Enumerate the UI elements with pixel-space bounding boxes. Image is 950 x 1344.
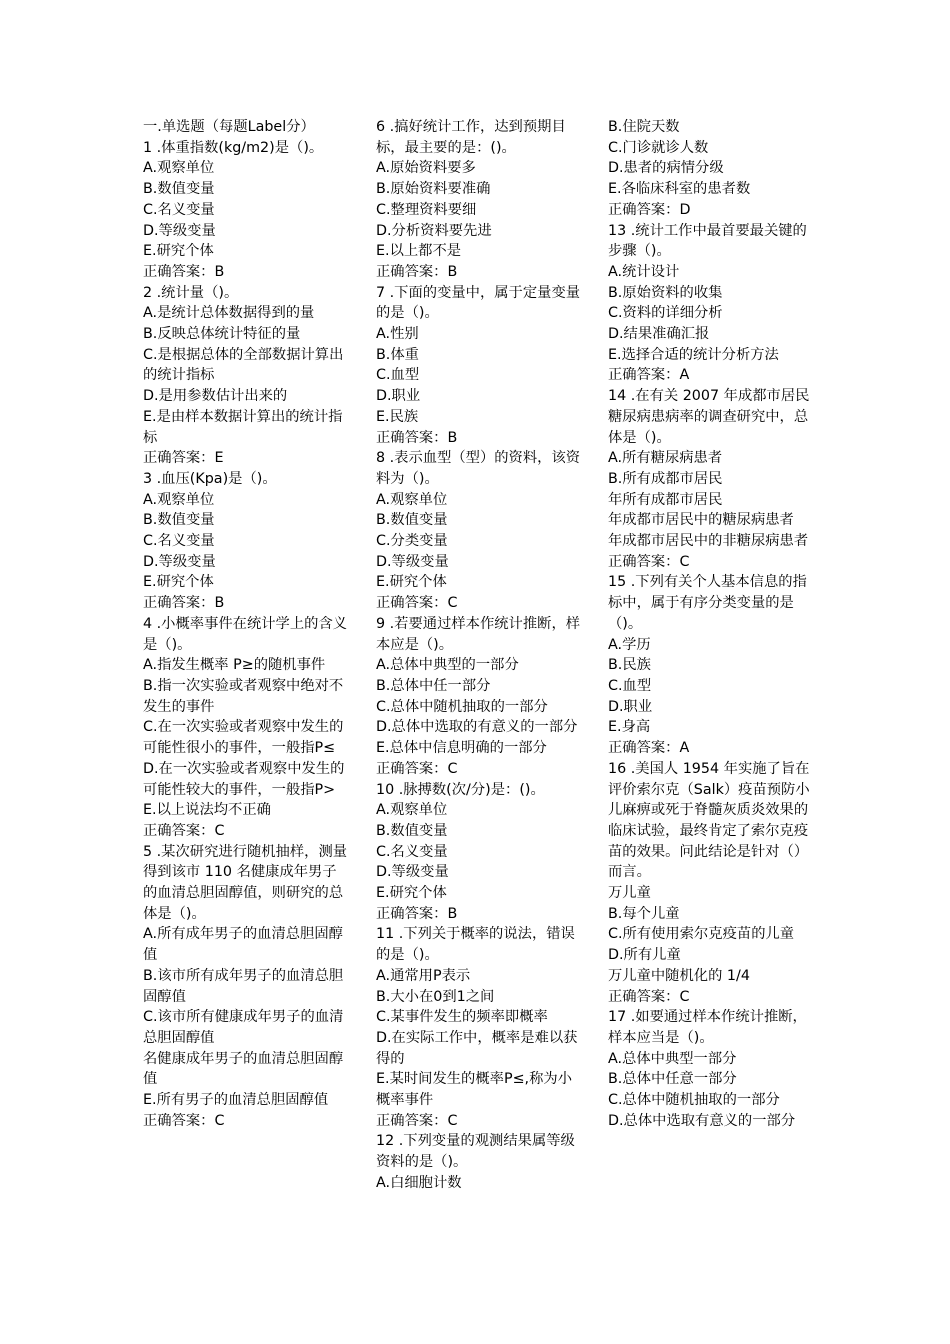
text-line: B.数值变量 <box>376 512 448 529</box>
text-line: C.名义变量 <box>376 843 448 860</box>
text-line: E.以上都不是 <box>376 243 462 260</box>
text-line: 9 .若要通过样本作统计推断，样本应是（)。 <box>376 615 581 653</box>
text-line: D.结果准确汇报 <box>608 326 710 343</box>
text-line: B.所有成都市居民 <box>608 470 723 487</box>
text-line: D.职业 <box>608 698 653 715</box>
text-line: 6 .搞好统计工作，达到预期目标，最主要的是：()。 <box>376 119 566 156</box>
text-line: 万儿童中随机化的 1/4 <box>608 967 750 984</box>
text-line: 正确答案：C <box>608 988 690 1005</box>
text-line: B.反映总体统计特征的量 <box>143 326 301 343</box>
text-line: E.以上说法均不正确 <box>143 802 271 819</box>
text-line: E.各临床科室的患者数 <box>608 181 751 198</box>
text-line: B.住院天数 <box>608 119 680 135</box>
text-line: 一.单选题（每题Label分） <box>143 119 315 135</box>
text-line: E.研究个体 <box>143 574 214 591</box>
text-line: C.某事件发生的频率即概率 <box>376 1009 548 1026</box>
text-line: B.数值变量 <box>143 181 215 198</box>
text-line: E.是由样本数据计算出的统计指标 <box>143 408 343 446</box>
text-line: B.数值变量 <box>143 512 215 529</box>
text-column-2 <box>376 117 581 1194</box>
text-line: 正确答案：B <box>143 595 225 612</box>
text-line: 2 .统计量（)。 <box>143 284 239 301</box>
text-line: B.民族 <box>608 657 651 674</box>
text-line: D.等级变量 <box>143 553 216 570</box>
text-line: 正确答案：A <box>608 367 690 384</box>
text-line: 16 .美国人 1954 年实施了旨在评价索尔克（Salk）疫苗预防小儿麻痹或死于脊髓灰质炎效果的临床试验，最终肯定了索尔克疫苗的效果。问此结论是针对（）而言。 <box>608 760 810 881</box>
text-line: B.每个儿童 <box>608 905 680 922</box>
text-line: 年成都市居民中的糖尿病患者 <box>608 512 794 529</box>
text-line: D.是用参数估计出来的 <box>143 388 288 405</box>
text-line: E.研究个体 <box>376 574 447 591</box>
text-line: A.是统计总体数据得到的量 <box>143 305 315 322</box>
text-column-3 <box>608 117 813 1131</box>
text-line: 名健康成年男子的血清总胆固醇值 <box>143 1050 344 1088</box>
text-line: 正确答案：E <box>143 450 224 467</box>
text-line: D.等级变量 <box>376 553 449 570</box>
text-line: 3 .血压(Kpa)是（)。 <box>143 470 277 487</box>
text-line: B.原始资料要准确 <box>376 181 491 198</box>
text-line: E.民族 <box>376 408 419 425</box>
text-line: 14 .在有关 2007 年成都市居民糖尿病患病率的调查研究中，总体是（)。 <box>608 388 810 446</box>
text-line: E.总体中信息明确的一部分 <box>376 740 547 757</box>
text-line: 5 .某次研究进行随机抽样，测量得到该市 110 名健康成年男子的血清总胆固醇值，则研究的总体是（)。 <box>143 843 348 922</box>
text-line: 正确答案：C <box>376 595 458 612</box>
text-line: A.总体中典型的一部分 <box>376 657 519 674</box>
text-line: 1 .体重指数(kg/m2)是（)。 <box>143 139 324 156</box>
text-line: A.总体中典型一部分 <box>608 1050 737 1067</box>
text-line: B.数值变量 <box>376 822 448 839</box>
text-line: D.患者的病情分级 <box>608 160 724 177</box>
text-line: A.原始资料要多 <box>376 160 476 177</box>
text-line: B.该市所有成年男子的血清总胆固醇值 <box>143 967 344 1005</box>
text-line: A.通常用P表示 <box>376 967 471 984</box>
text-line: D.分析资料要先进 <box>376 222 492 239</box>
text-line: B.总体中任意一部分 <box>608 1071 737 1088</box>
text-line: A.性别 <box>376 326 419 343</box>
text-line: A.学历 <box>608 636 651 653</box>
text-line: 正确答案：C <box>608 553 690 570</box>
text-line: E.选择合适的统计分析方法 <box>608 346 779 363</box>
text-line: A.所有糖尿病患者 <box>608 450 723 467</box>
text-line: 正确答案：D <box>608 201 691 218</box>
text-line: D.在一次实验或者观察中发生的可能性较大的事件，一般指P> <box>143 760 345 798</box>
text-line: 正确答案：B <box>376 905 458 922</box>
text-line: E.研究个体 <box>143 243 214 260</box>
text-line: E.所有男子的血清总胆固醇值 <box>143 1092 329 1109</box>
text-line: 正确答案：C <box>376 1112 458 1129</box>
text-line: C.资料的详细分析 <box>608 305 723 322</box>
text-line: C.名义变量 <box>143 533 215 550</box>
text-line: A.所有成年男子的血清总胆固醇值 <box>143 926 343 964</box>
text-line: C.总体中随机抽取的一部分 <box>608 1092 780 1109</box>
text-line: B.总体中任一部分 <box>376 677 491 694</box>
text-line: 11 .下列关于概率的说法，错误的是（)。 <box>376 926 575 964</box>
text-line: C.血型 <box>608 677 652 694</box>
text-line: A.统计设计 <box>608 263 680 280</box>
text-line: 4 .小概率事件在统计学上的含义是（)。 <box>143 615 348 653</box>
text-line: E.研究个体 <box>376 885 447 902</box>
text-line: 正确答案：B <box>143 263 225 280</box>
text-line: D.等级变量 <box>376 864 449 881</box>
text-line: 17 .如要通过样本作统计推断，样本应当是（)。 <box>608 1009 807 1046</box>
text-line: A.观察单位 <box>376 802 448 819</box>
text-line: C.门诊就诊人数 <box>608 139 709 156</box>
text-line: 年成都市居民中的非糖尿病患者 <box>608 533 809 550</box>
text-line: A.指发生概率 P≥的随机事件 <box>143 657 326 674</box>
text-column-1 <box>143 117 348 1131</box>
text-line: A.观察单位 <box>376 491 448 508</box>
text-line: C.在一次实验或者观察中发生的可能性很小的事件，一般指P≤ <box>143 719 344 757</box>
text-line: A.白细胞计数 <box>376 1174 462 1191</box>
text-line: 正确答案：C <box>143 822 225 839</box>
text-line: D.在实际工作中，概率是难以获得的 <box>376 1029 578 1067</box>
text-line: C.分类变量 <box>376 533 448 550</box>
text-line: A.观察单位 <box>143 160 215 177</box>
text-line: E.某时间发生的概率P≤,称为小概率事件 <box>376 1071 572 1109</box>
text-line: 年所有成都市居民 <box>608 491 723 508</box>
text-line: D.职业 <box>376 388 421 405</box>
text-line: C.血型 <box>376 367 420 384</box>
text-line: 15 .下列有关个人基本信息的指标中，属于有序分类变量的是（)。 <box>608 574 807 632</box>
text-line: B.原始资料的收集 <box>608 284 723 301</box>
text-line: 正确答案：B <box>376 429 458 446</box>
text-line: B.大小在0到1之间 <box>376 988 495 1005</box>
text-line: 10 .脉搏数(次/分)是：()。 <box>376 781 545 798</box>
text-line: C.该市所有健康成年男子的血清总胆固醇值 <box>143 1009 344 1046</box>
text-line: 7 .下面的变量中，属于定量变量的是（)。 <box>376 284 581 322</box>
text-line: D.所有儿童 <box>608 947 681 964</box>
text-line: 正确答案：B <box>376 263 458 280</box>
text-line: B.体重 <box>376 346 419 363</box>
text-line: 8 .表示血型（型）的资料，该资料为（)。 <box>376 450 581 487</box>
text-line: E.身高 <box>608 719 651 736</box>
text-line: C.名义变量 <box>143 201 215 218</box>
text-line: C.是根据总体的全部数据计算出的统计指标 <box>143 346 344 384</box>
text-line: 正确答案：C <box>376 760 458 777</box>
text-line: 12 .下列变量的观测结果属等级资料的是（)。 <box>376 1133 575 1171</box>
text-line: A.观察单位 <box>143 491 215 508</box>
text-line: D.等级变量 <box>143 222 216 239</box>
text-line: 正确答案：C <box>143 1112 225 1129</box>
text-line: D.总体中选取有意义的一部分 <box>608 1112 796 1129</box>
text-line: B.指一次实验或者观察中绝对不发生的事件 <box>143 677 344 715</box>
text-line: D.总体中选取的有意义的一部分 <box>376 719 578 736</box>
text-line: 万儿童 <box>608 885 651 902</box>
text-line: 正确答案：A <box>608 740 690 757</box>
text-line: 13 .统计工作中最首要最关键的步骤（)。 <box>608 222 807 260</box>
text-line: C.总体中随机抽取的一部分 <box>376 698 548 715</box>
text-line: C.整理资料要细 <box>376 201 477 218</box>
text-line: C.所有使用索尔克疫苗的儿童 <box>608 926 795 943</box>
